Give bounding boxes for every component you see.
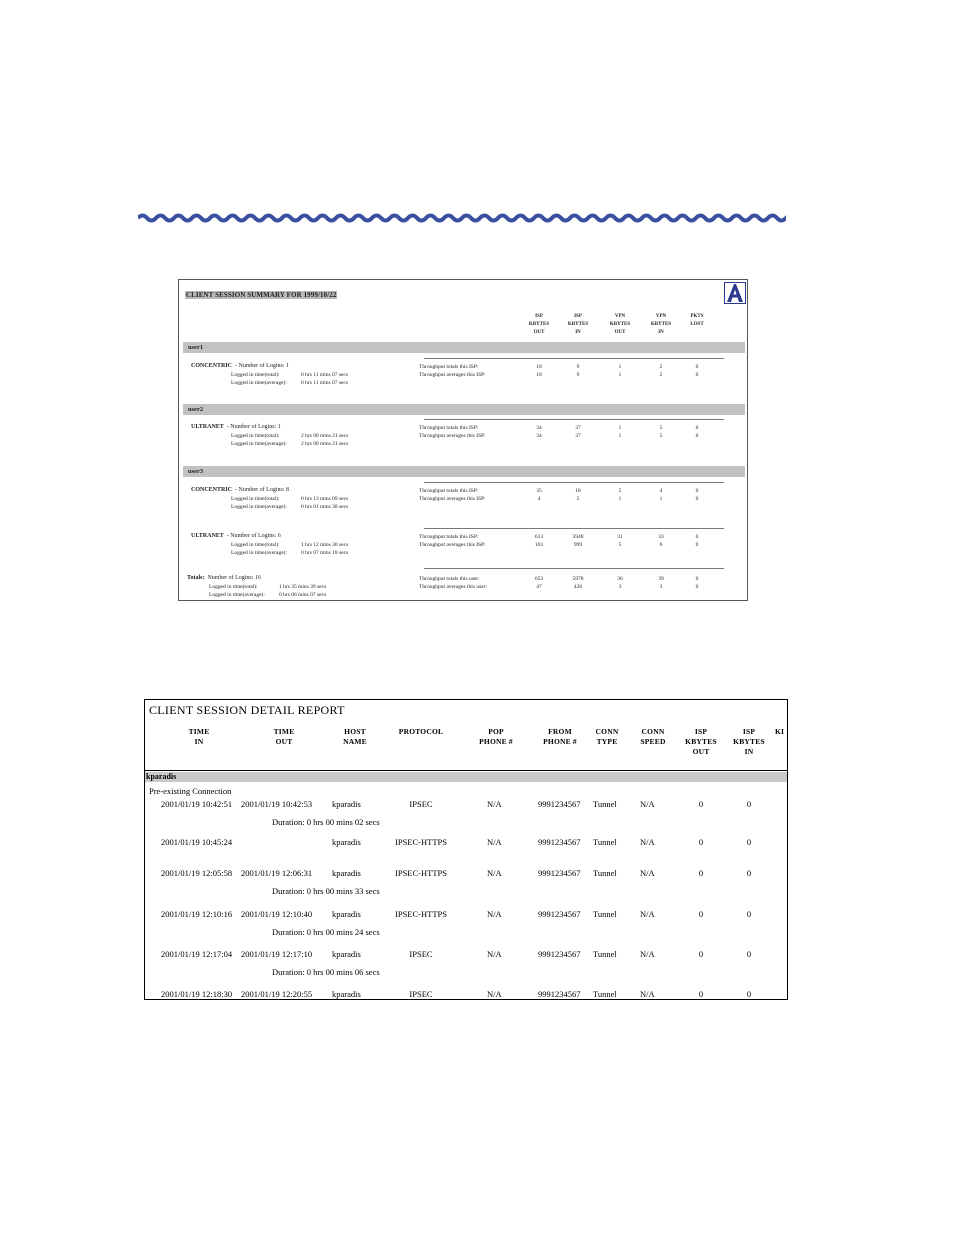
summary-value: 47 [536,584,542,590]
col-head-line: LOST [690,322,704,327]
summary-value: 3 [659,584,663,590]
summary-value: 5 [659,433,663,439]
protocol-cell: IPSEC [409,799,433,809]
logged-avg-label: Logged in time(average): [231,380,287,386]
logo-icon [724,282,746,304]
summary-value: 18 [536,364,542,370]
summary-value: 0 [695,542,699,548]
throughput-rule [424,568,724,569]
duration-cell: Duration: 0 hrs 00 mins 02 secs [272,817,380,827]
summary-value: 4 [537,496,541,502]
pop-phone-cell: N/A [487,868,502,878]
summary-value: 2 [576,496,580,502]
login-count: - Number of Logins: 6 [226,533,281,539]
col-head-line: PHONE # [543,737,577,746]
col-head-line: PROTOCOL [398,727,444,736]
summary-value: 3 [618,584,622,590]
col-head-line: POP [488,727,504,736]
summary-value: 1 [618,364,622,370]
summary-col-head [561,313,595,337]
host-cell: kparadis [332,799,361,809]
logged-avg-label: Logged in time(average): [231,441,287,447]
user-bar: user1 [183,342,745,353]
login-count: - Number of Logins: 8 [235,487,290,493]
conn-type-cell: Tunnel [593,799,617,809]
logged-total-value: 1 hrs 35 mins 39 secs [279,584,327,590]
logged-avg-label: Logged in time(average): [209,592,265,598]
col-head-line: KBYTES [528,322,550,327]
isp-name: CONCENTRIC [191,363,233,369]
conn-speed-cell: N/A [640,909,655,919]
conn-speed-cell: N/A [640,868,655,878]
col-head-line: CONN [641,727,665,736]
host-cell: kparadis [332,909,361,919]
session-detail-report [144,699,788,1000]
col-head-line: VPN [614,314,626,319]
conn-speed-cell: N/A [640,989,655,999]
throughput-rule [424,482,724,483]
col-head-line: OUT [614,330,626,335]
protocol-cell: IPSEC-HTTPS [395,909,447,919]
detail-col-head [589,727,625,747]
duration-cell: Duration: 0 hrs 00 mins 24 secs [272,927,380,937]
summary-col-head [603,313,637,337]
summary-col-head [644,313,678,337]
detail-col-head [775,727,788,737]
isp-kbytes-in-cell: 0 [746,837,752,847]
isp-heading [191,532,281,540]
isp-kbytes-out-cell: 0 [698,949,704,959]
col-head-line: SPEED [640,737,666,746]
col-head-line: HOST [344,727,366,736]
col-head-line: OUT [533,330,545,335]
isp-name: CONCENTRIC [191,487,233,493]
host-cell: kparadis [332,868,361,878]
summary-value: 1 [618,372,622,378]
isp-name: ULTRANET [191,424,224,430]
isp-kbytes-in-cell: 0 [746,909,752,919]
throughput-avg-label: Throughput averages this ISP: [419,372,486,378]
host-cell: kparadis [332,989,361,999]
time-in-cell: 2001/01/19 10:42:51 [161,799,233,809]
wavy-divider [138,210,786,226]
isp-kbytes-out-cell: 0 [698,837,704,847]
isp-kbytes-in-cell: 0 [746,868,752,878]
summary-title: CLIENT SESSION SUMMARY FOR 1999/10/22 [186,291,337,299]
pop-phone-cell: N/A [487,909,502,919]
summary-value: 37 [575,425,581,431]
summary-value: 426 [573,584,583,590]
summary-value: 999 [573,542,583,548]
isp-kbytes-out-cell: 0 [698,868,704,878]
logged-total-value: 2 hrs 08 mins 21 secs [301,433,349,439]
session-summary-report [178,279,748,601]
conn-type-cell: Tunnel [593,949,617,959]
from-phone-cell: 9991234567 [538,989,581,999]
logged-avg-label: Logged in time(average): [231,550,287,556]
logged-total-label: Logged in time(total): [231,496,280,502]
summary-value: 18 [536,372,542,378]
pop-phone-cell: N/A [487,837,502,847]
pop-phone-cell: N/A [487,989,502,999]
col-head-line: KBYTES [609,322,631,327]
col-head-line: TYPE [596,737,618,746]
summary-value: 34 [536,433,542,439]
time-out-cell: 2001/01/19 12:10:40 [241,909,313,919]
summary-col-head [680,313,714,329]
pop-phone-cell: N/A [487,799,502,809]
detail-col-head [169,727,229,747]
conn-type-cell: Tunnel [593,868,617,878]
col-head-line: NAME [343,737,367,746]
protocol-cell: IPSEC-HTTPS [395,868,447,878]
summary-value: 0 [695,534,699,540]
isp-kbytes-out-cell: 0 [698,989,704,999]
throughput-totals-label: Throughput totals this ISP: [419,364,479,370]
col-head-line: KBYTES [650,322,672,327]
col-head-line: ISP [694,727,708,736]
time-in-cell: 2001/01/19 12:05:58 [161,868,233,878]
throughput-avg-label: Throughput averages this ISP: [419,496,486,502]
logged-avg-value: 0 hrs 01 mins 38 secs [301,504,349,510]
summary-value: 0 [695,488,699,494]
conn-type-cell: Tunnel [593,989,617,999]
throughput-avg-label: Throughput averages this ISP: [419,542,486,548]
summary-value: 31 [617,534,623,540]
col-head-line: IN [575,330,581,335]
summary-value: 5978 [572,576,584,582]
detail-col-head [254,727,314,747]
summary-value: 0 [695,425,699,431]
host-cell: kparadis [332,949,361,959]
host-cell: kparadis [332,837,361,847]
col-head-line: TIME [273,727,295,736]
col-head-line: ISP [574,314,582,319]
col-head-line: KBYTES [733,737,765,746]
login-count: - Number of Logins: 1 [235,363,290,369]
time-in-cell: 2001/01/19 10:45:24 [161,837,233,847]
from-phone-cell: 9991234567 [538,799,581,809]
totals-heading [187,574,261,582]
col-head-line: VPN [655,314,667,319]
summary-value: 0 [695,496,699,502]
pop-phone-cell: N/A [487,949,502,959]
logged-avg-value: 2 hrs 08 mins 21 secs [301,441,349,447]
col-head-line: ISP [742,727,756,736]
summary-value: 39 [658,576,664,582]
conn-type-cell: Tunnel [593,909,617,919]
from-phone-cell: 9991234567 [538,837,581,847]
col-head-line: IN [194,737,204,746]
col-head-line: CONN [595,727,619,736]
throughput-avg-label: Throughput averages this ISP: [419,433,486,439]
col-head-line: IN [744,747,754,756]
summary-value: 0 [695,433,699,439]
logged-avg-value: 0 hrs 06 mins 07 secs [279,592,327,598]
protocol-cell: IPSEC [409,949,433,959]
logged-total-value: 0 hrs 11 mins 07 secs [301,372,349,378]
summary-value: 2 [659,364,663,370]
duration-cell: Duration: 0 hrs 00 mins 33 secs [272,886,380,896]
time-in-cell: 2001/01/19 12:10:16 [161,909,233,919]
time-out-cell: 2001/01/19 12:17:10 [241,949,313,959]
summary-value: 1 [618,433,622,439]
duration-cell: Duration: 0 hrs 00 mins 06 secs [272,967,380,977]
detail-col-head [633,727,673,747]
summary-value: 0 [695,576,699,582]
summary-value: 4 [659,488,663,494]
user-bar: user2 [183,404,745,415]
logged-total-value: 1 hrs 12 mins 30 secs [301,542,349,548]
col-head-line: KBYTES [567,322,589,327]
logged-avg-value: 0 hrs 07 mins 18 secs [301,550,349,556]
throughput-totals-label: Throughput totals this user: [419,576,480,582]
summary-value: 1 [618,425,622,431]
col-head-line: ISP [535,314,543,319]
isp-heading [191,362,289,370]
from-phone-cell: 9991234567 [538,868,581,878]
summary-value: 0 [695,364,699,370]
summary-value: 6 [659,542,663,548]
detail-col-head [391,727,451,737]
isp-kbytes-in-cell: 0 [746,989,752,999]
summary-value: 2 [659,372,663,378]
totals-label: Totals: [187,575,205,581]
isp-heading [191,486,289,494]
summary-value: 9 [576,364,580,370]
section-label: Pre-existing Connection [149,786,232,796]
from-phone-cell: 9991234567 [538,909,581,919]
summary-value: 0 [695,584,699,590]
throughput-rule [424,358,724,359]
conn-speed-cell: N/A [640,949,655,959]
summary-value: 34 [536,425,542,431]
logged-total-label: Logged in time(total): [209,584,258,590]
isp-name: ULTRANET [191,533,224,539]
time-out-cell: 2001/01/19 10:42:53 [241,799,313,809]
summary-value: 33 [658,534,664,540]
summary-value: 653 [534,576,544,582]
summary-value: 36 [617,576,623,582]
col-head-line: KI [775,727,785,736]
logged-total-value: 0 hrs 13 mins 09 secs [301,496,349,502]
isp-heading [191,423,281,431]
header-rule [145,770,788,771]
protocol-cell: IPSEC-HTTPS [395,837,447,847]
detail-title: CLIENT SESSION DETAIL REPORT [149,703,345,717]
logged-avg-value: 0 hrs 11 mins 07 secs [301,380,349,386]
detail-col-head [471,727,521,747]
conn-type-cell: Tunnel [593,837,617,847]
time-out-cell: 2001/01/19 12:06:31 [241,868,313,878]
user-bar: user3 [183,466,745,477]
summary-value: 37 [575,433,581,439]
conn-speed-cell: N/A [640,799,655,809]
isp-kbytes-in-cell: 0 [746,799,752,809]
throughput-rule [424,528,724,529]
detail-col-head [679,727,723,757]
isp-kbytes-out-cell: 0 [698,799,704,809]
login-count: - Number of Logins: 1 [226,424,281,430]
throughput-avg-label: Throughput averages this user: [419,584,487,590]
logged-avg-label: Logged in time(average): [231,504,287,510]
summary-value: 5 [618,488,622,494]
user-bar: kparadis [145,772,788,782]
summary-value: 1 [618,496,622,502]
throughput-rule [424,419,724,420]
col-head-line: PKTS [690,314,704,319]
from-phone-cell: 9991234567 [538,949,581,959]
logged-total-label: Logged in time(total): [231,433,280,439]
summary-value: 0 [695,372,699,378]
time-in-cell: 2001/01/19 12:18:30 [161,989,233,999]
col-head-line: OUT [692,747,710,756]
protocol-cell: IPSEC [409,989,433,999]
conn-speed-cell: N/A [640,837,655,847]
summary-value: 35 [536,488,542,494]
isp-kbytes-out-cell: 0 [698,909,704,919]
totals-logins: Number of Logins: 16 [207,575,261,581]
col-head-line: FROM [548,727,572,736]
throughput-totals-label: Throughput totals this ISP: [419,425,479,431]
summary-value: 9 [576,372,580,378]
summary-value: 613 [534,534,544,540]
throughput-totals-label: Throughput totals this ISP: [419,534,479,540]
detail-col-head [535,727,585,747]
summary-value: 18 [575,488,581,494]
col-head-line: KBYTES [685,737,717,746]
col-head-line: OUT [275,737,293,746]
isp-kbytes-in-cell: 0 [746,949,752,959]
summary-value: 1 [659,496,663,502]
logged-total-label: Logged in time(total): [231,372,280,378]
summary-value: 103 [534,542,544,548]
summary-value: 5 [659,425,663,431]
detail-col-head [330,727,380,747]
time-out-cell: 2001/01/19 12:20:55 [241,989,313,999]
summary-value: 5 [618,542,622,548]
summary-col-head [522,313,556,337]
detail-col-head [727,727,771,757]
col-head-line: TIME [188,727,210,736]
summary-value: 5948 [572,534,584,540]
logged-total-label: Logged in time(total): [231,542,280,548]
col-head-line: IN [658,330,664,335]
time-in-cell: 2001/01/19 12:17:04 [161,949,233,959]
throughput-totals-label: Throughput totals this ISP: [419,488,479,494]
col-head-line: PHONE # [479,737,513,746]
